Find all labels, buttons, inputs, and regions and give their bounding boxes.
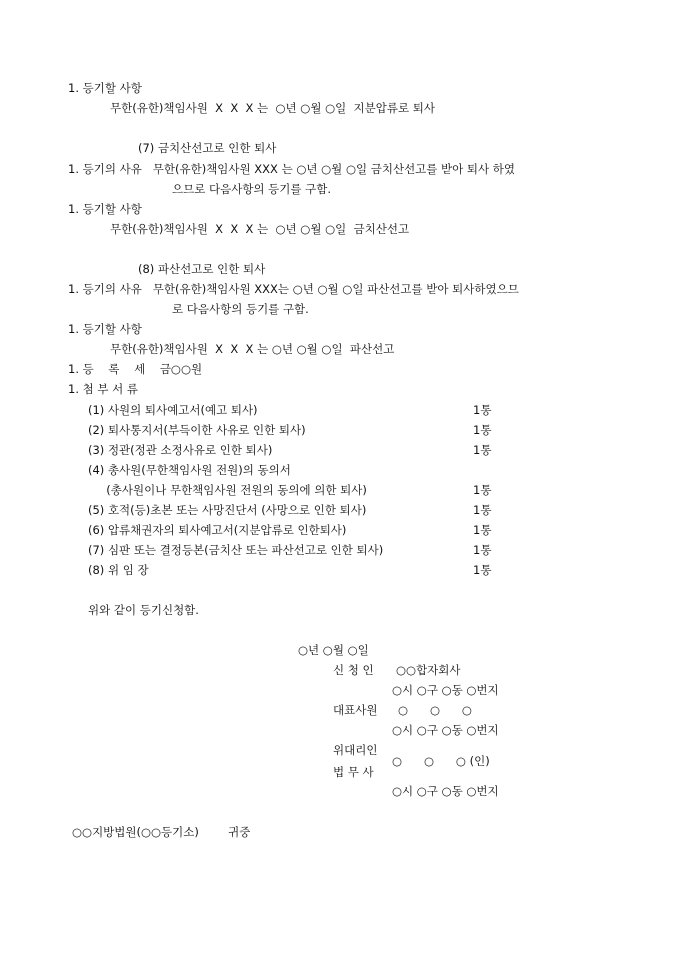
agent-address: ○시 ○구 ○동 ○번지: [392, 784, 499, 798]
representative-address: ○시 ○구 ○동 ○번지: [392, 723, 499, 737]
attachment-text: (4) 총사원(무한책임사원 전원)의 동의서: [88, 463, 291, 477]
court-addressee: ○○지방법원(○○등기소) 귀중: [72, 825, 251, 839]
section-7-item-heading: 1. 등기할 사항: [68, 202, 142, 216]
attachment-item: [88, 422, 508, 436]
attachment-item: [88, 522, 508, 536]
attachment-count: 1통: [473, 543, 492, 557]
section-8-item-heading: 1. 등기할 사항: [68, 322, 142, 336]
attachment-item: [88, 462, 508, 476]
attachment-count: 1통: [473, 403, 492, 417]
representative-label: 대표사원: [333, 703, 378, 717]
applicant-label: 신 청 인: [333, 663, 374, 677]
agent-label-2: 법 무 사: [333, 765, 374, 779]
top-heading: 1. 등기할 사항: [68, 81, 142, 95]
attachment-text: (총사원이나 무한책임사원 전원의 동의에 의한 퇴사): [88, 483, 367, 497]
attachment-count: 1통: [473, 563, 492, 577]
attachment-text: (6) 압류채권자의 퇴사예고서(지분압류로 인한퇴사): [88, 523, 347, 537]
applicant-value: ○○합자회사: [396, 663, 461, 677]
section-8-reason-line2: 로 다음사항의 등기를 구함.: [172, 302, 309, 316]
attachment-text: (8) 위 임 장: [88, 563, 149, 577]
attachment-item: [88, 402, 508, 416]
attachments-heading: 1. 첨 부 서 류: [68, 382, 139, 396]
section-8-title: (8) 파산선고로 인한 퇴사: [138, 262, 266, 276]
attachment-item: [88, 542, 508, 556]
closing-statement: 위와 같이 등기신청함.: [88, 603, 199, 617]
applicant-address: ○시 ○구 ○동 ○번지: [392, 683, 499, 697]
attachment-text: (2) 퇴사통지서(부득이한 사유로 인한 퇴사): [88, 423, 306, 437]
attachment-text: (5) 호적(등)초본 또는 사망진단서 (사망으로 인한 퇴사): [88, 503, 367, 517]
filing-date: ○년 ○월 ○일: [298, 643, 369, 657]
section-7-item-line: 무한(유한)책임사원 X X X 는 ○년 ○월 ○일 금치산선고: [110, 222, 410, 236]
attachment-item: [88, 502, 508, 516]
attachment-item: [88, 562, 508, 576]
attachment-item: [88, 482, 508, 496]
section-7-title: (7) 금치산선고로 인한 퇴사: [138, 141, 277, 155]
section-8-reason-line1: 1. 등기의 사유 무한(유한)책임사원 XXX는 ○년 ○월 ○일 파산선고를 받아 퇴사하였으므: [68, 282, 519, 296]
attachment-item: [88, 442, 508, 456]
agent-value: ○ ○ ○ (인): [392, 754, 490, 768]
top-item-line: 무한(유한)책임사원 X X X 는 ○년 ○월 ○일 지분압류로 퇴사: [110, 101, 435, 115]
attachment-text: (3) 정관(정관 소정사유로 인한 퇴사): [88, 443, 273, 457]
attachment-text: (1) 사원의 퇴사예고서(예고 퇴사): [88, 403, 258, 417]
attachment-text: (7) 심판 또는 결정등본(금치산 또는 파산선고로 인한 퇴사): [88, 543, 384, 557]
attachment-count: 1통: [473, 423, 492, 437]
registration-tax: 1. 등 록 세 금○○원: [68, 362, 203, 376]
section-8-item-line: 무한(유한)책임사원 X X X 는 ○년 ○월 ○일 파산선고: [110, 342, 395, 356]
representative-value: ○ ○ ○: [398, 703, 472, 717]
attachment-count: 1통: [473, 443, 492, 457]
attachment-count: 1통: [473, 503, 492, 517]
section-7-reason-line1: 1. 등기의 사유 무한(유한)책임사원 XXX 는 ○년 ○월 ○일 금치산선고를 받아 퇴사 하였: [68, 162, 516, 176]
section-7-reason-line2: 으므로 다음사항의 등기를 구함.: [172, 182, 332, 196]
attachment-count: 1통: [473, 523, 492, 537]
agent-label-1: 위대리인: [333, 743, 378, 757]
attachment-count: 1통: [473, 483, 492, 497]
